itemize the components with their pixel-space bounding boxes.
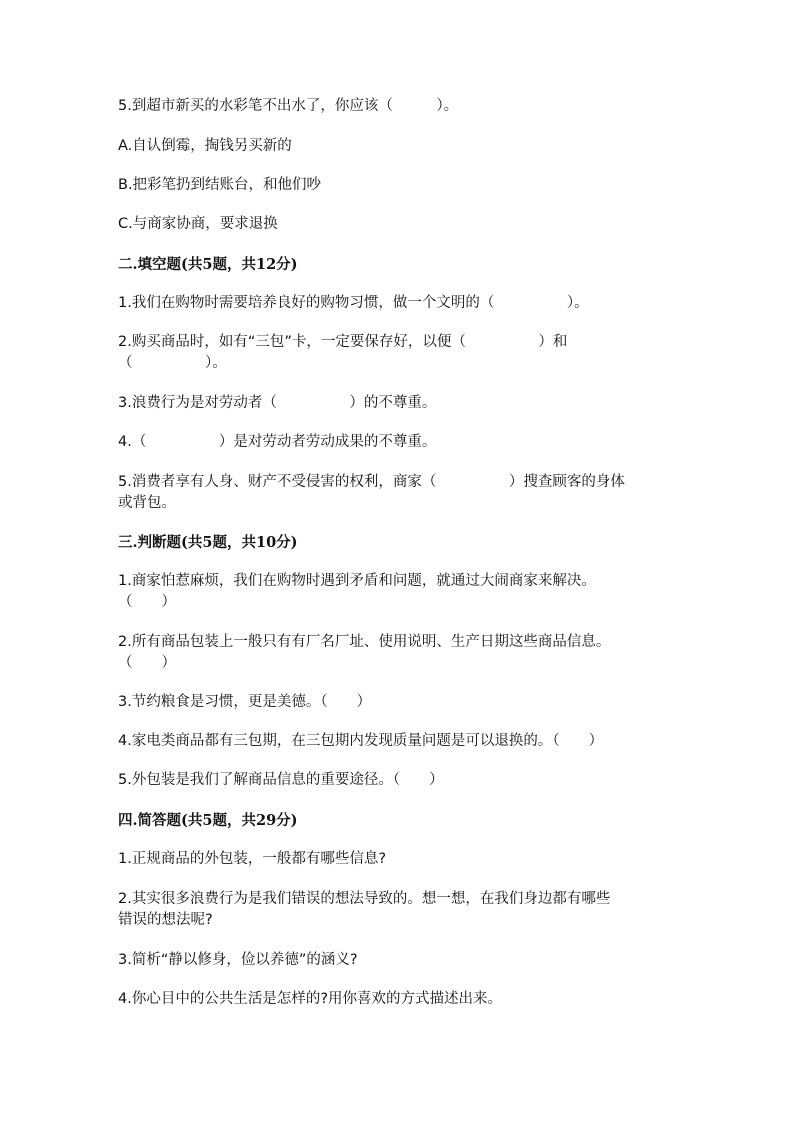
question-s2-3: 3.浪费行为是对劳动者（ ）的不尊重。 bbox=[118, 395, 437, 411]
question-s3-1-line2: （ ） bbox=[118, 594, 176, 610]
question-s2-1: 1.我们在购物时需要培养良好的购物习惯，做一个文明的（ ）。 bbox=[118, 295, 589, 311]
question-s2-4: 4.（ ）是对劳动者劳动成果的不尊重。 bbox=[118, 434, 437, 450]
question-s4-2-line1: 2.其实很多浪费行为是我们错误的想法导致的。想一想，在我们身边都有哪些 bbox=[118, 891, 611, 907]
question-s1-5: 5.到超市新买的水彩笔不出水了，你应该（ ）。 bbox=[118, 98, 459, 114]
section-heading-short-answer: 四.简答题(共5题，共29分) bbox=[118, 812, 298, 829]
question-s2-5-line2: 或背包。 bbox=[118, 495, 176, 511]
question-s3-4: 4.家电类商品都有三包期，在三包期内发现质量问题是可以退换的。（ ） bbox=[118, 733, 604, 749]
option-a: A.自认倒霉，掏钱另买新的 bbox=[118, 138, 292, 154]
question-s4-2-line2: 错误的想法呢? bbox=[118, 912, 213, 928]
section-heading-true-false: 三.判断题(共5题，共10分) bbox=[118, 534, 298, 551]
question-s2-2-line2: （ ）。 bbox=[118, 355, 227, 371]
question-s2-2-line1: 2.购买商品时，如有“三包”卡，一定要保存好，以便（ ）和 bbox=[118, 334, 568, 350]
question-s3-2-line1: 2.所有商品包装上一般只有有厂名厂址、使用说明、生产日期这些商品信息。 bbox=[118, 634, 611, 650]
question-s3-5: 5.外包装是我们了解商品信息的重要途径。（ ） bbox=[118, 772, 444, 788]
question-s3-3: 3.节约粮食是习惯，更是美德。（ ） bbox=[118, 694, 372, 710]
question-s4-3: 3.简析“静以修身，俭以养德”的涵义? bbox=[118, 952, 358, 968]
section-heading-fill-blank: 二.填空题(共5题，共12分) bbox=[118, 256, 298, 273]
question-s3-2-line2: （ ） bbox=[118, 655, 176, 671]
question-s2-5-line1: 5.消费者享有人身、财产不受侵害的权利，商家（ ）搜查顾客的身体 bbox=[118, 474, 625, 490]
question-s4-1: 1.正规商品的外包装，一般都有哪些信息? bbox=[118, 851, 387, 867]
question-s4-4: 4.你心目中的公共生活是怎样的?用你喜欢的方式描述出来。 bbox=[118, 991, 503, 1007]
option-b: B.把彩笔扔到结账台，和他们吵 bbox=[118, 177, 322, 193]
option-c: C.与商家协商，要求退换 bbox=[118, 216, 278, 232]
question-s3-1-line1: 1.商家怕惹麻烦，我们在购物时遇到矛盾和问题，就通过大闹商家来解决。 bbox=[118, 573, 596, 589]
